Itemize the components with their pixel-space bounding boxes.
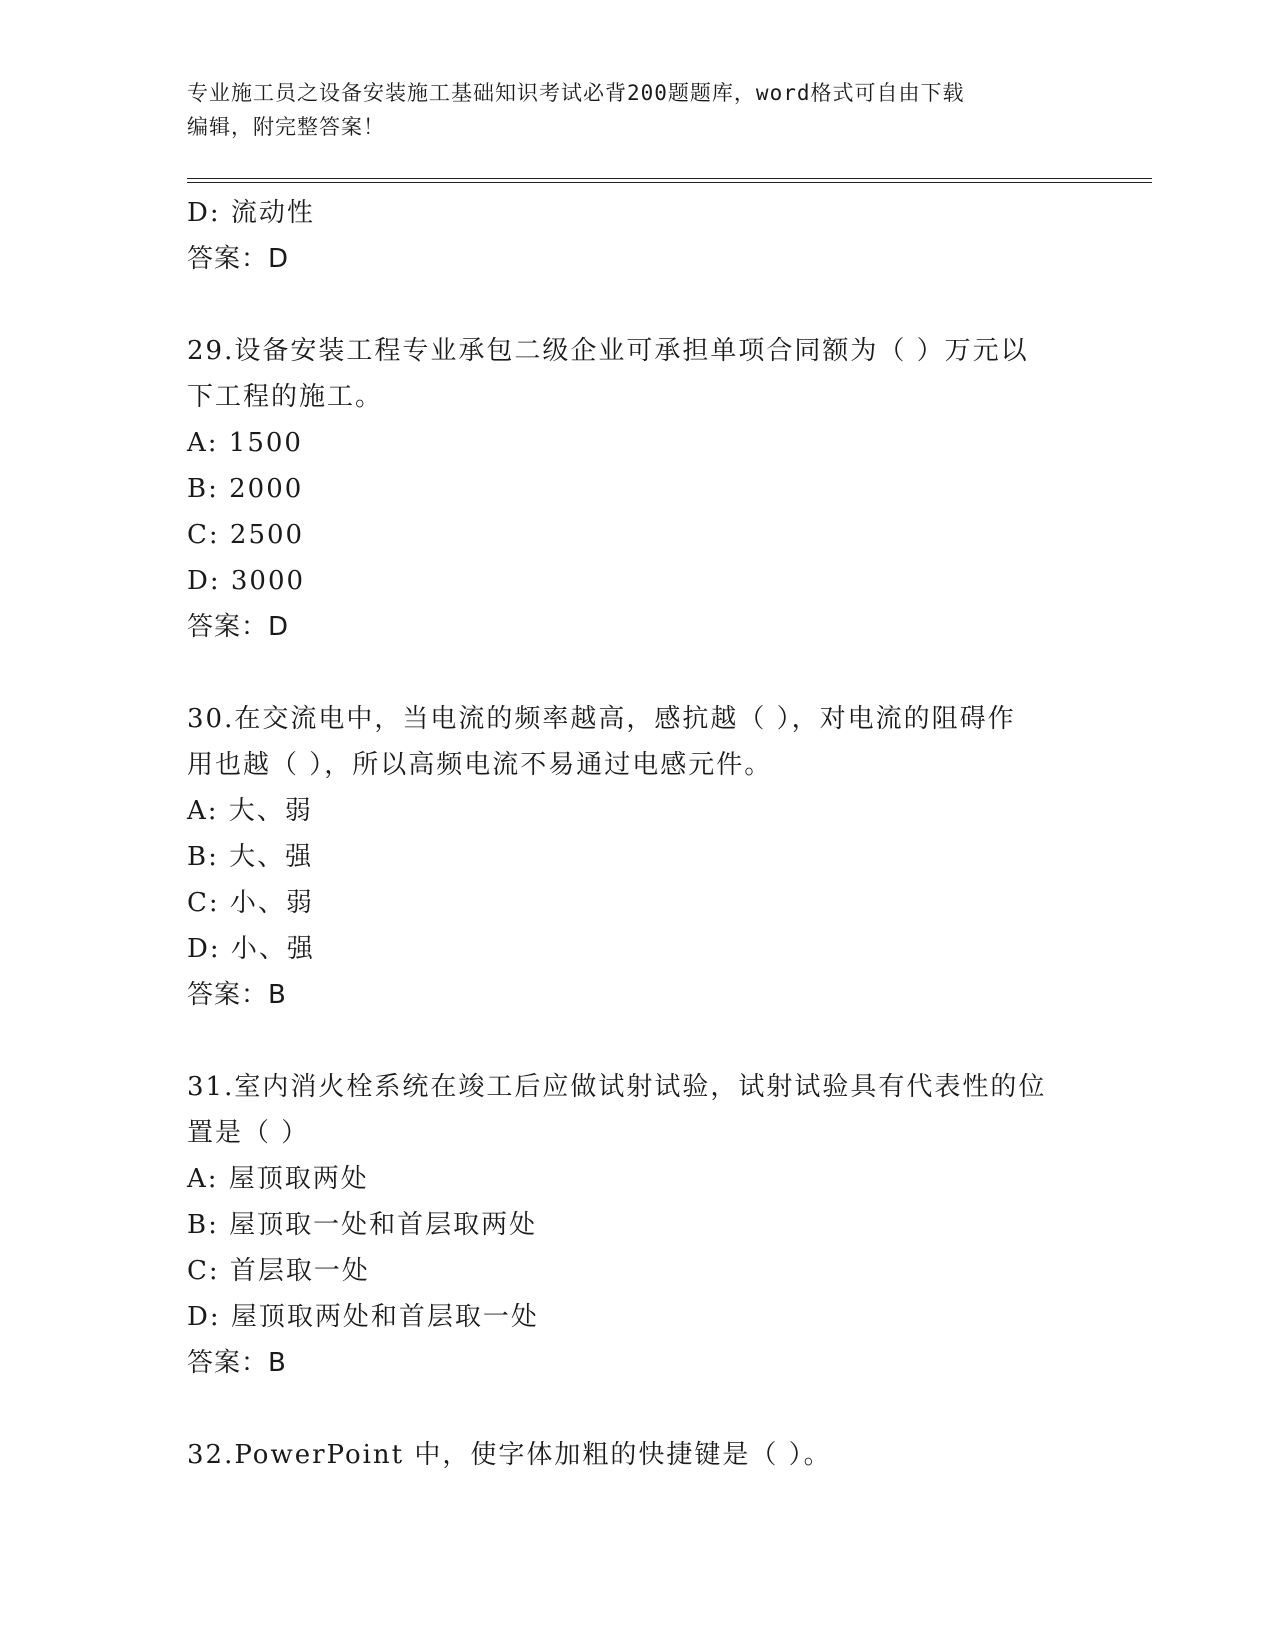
- spacer: [187, 650, 1147, 696]
- option-a: A: 1500: [187, 428, 303, 458]
- spacer: [187, 1018, 1147, 1064]
- answer-label: 答案：B: [187, 980, 287, 1010]
- option-b: B: 2000: [187, 474, 304, 504]
- header-line-1: 专业施工员之设备安装施工基础知识考试必背200题题库，word格式可自由下载: [187, 81, 965, 105]
- question-28-tail: [187, 190, 1147, 282]
- option-d: D: 3000: [187, 566, 306, 596]
- spacer: [187, 1386, 1147, 1432]
- option-c: C: 2500: [187, 520, 305, 550]
- header-line-2: 编辑，附完整答案！: [187, 115, 385, 139]
- option-c: C: 首层取一处: [187, 1256, 370, 1286]
- option-a: A: 大、弱: [187, 796, 313, 826]
- question-text-line-2: 下工程的施工。: [187, 382, 384, 412]
- question-text-line-1: 31.室内消火栓系统在竣工后应做试射试验，试射试验具有代表性的位: [187, 1072, 1047, 1102]
- question-29: [187, 328, 1147, 650]
- option-d: D: 屋顶取两处和首层取一处: [187, 1302, 539, 1332]
- question-30: [187, 696, 1147, 1018]
- spacer: [187, 282, 1147, 328]
- question-text-line-1: 32.PowerPoint 中，使字体加粗的快捷键是（ ）。: [187, 1440, 832, 1470]
- answer-label: 答案：B: [187, 1348, 287, 1378]
- question-text-line-2: 用也越（ ），所以高频电流不易通过电感元件。: [187, 750, 773, 780]
- option-b: B: 大、强: [187, 842, 314, 872]
- question-32: [187, 1432, 1147, 1478]
- question-list: [187, 190, 1147, 1478]
- option-d: D: 流动性: [187, 198, 315, 228]
- question-text-line-1: 30.在交流电中，当电流的频率越高，感抗越（ ），对电流的阻碍作: [187, 704, 1016, 734]
- question-text-line-1: 29.设备安装工程专业承包二级企业可承担单项合同额为（ ）万元以: [187, 336, 1029, 366]
- question-text-line-2: 置是（ ）: [187, 1118, 310, 1148]
- header-divider: [187, 178, 1152, 183]
- answer-label: 答案：D: [187, 244, 290, 274]
- option-c: C: 小、弱: [187, 888, 314, 918]
- answer-label: 答案：D: [187, 612, 290, 642]
- question-31: [187, 1064, 1147, 1386]
- option-d: D: 小、强: [187, 934, 315, 964]
- option-a: A: 屋顶取两处: [187, 1164, 369, 1194]
- option-b: B: 屋顶取一处和首层取两处: [187, 1210, 538, 1240]
- document-header: [187, 76, 1087, 144]
